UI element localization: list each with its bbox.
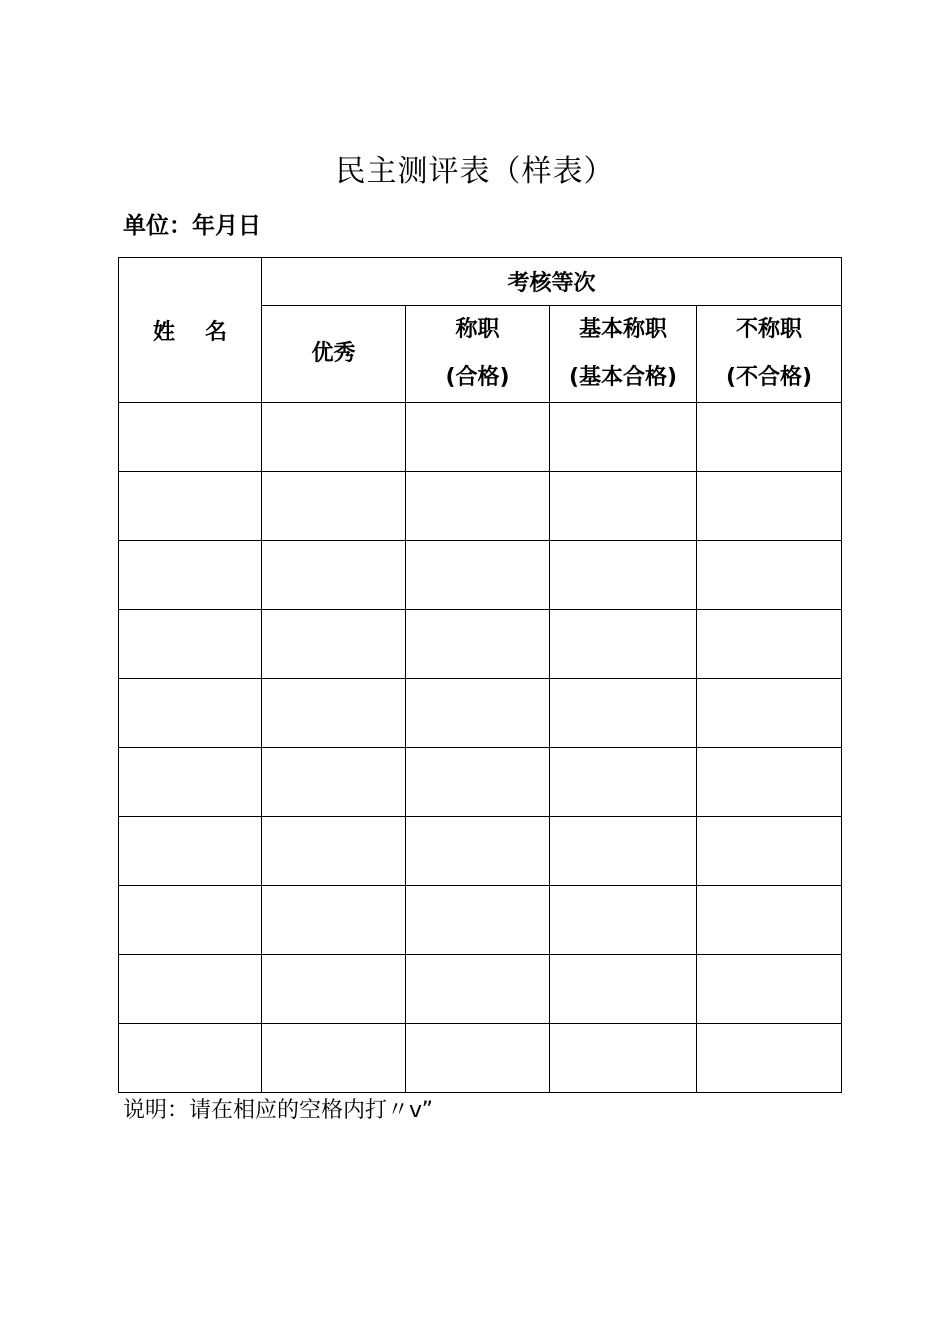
incompetent-cell[interactable]	[697, 817, 842, 886]
incompetent-cell[interactable]	[697, 610, 842, 679]
basically-competent-cell[interactable]	[550, 817, 697, 886]
competent-cell[interactable]	[406, 955, 550, 1024]
table-row	[119, 955, 842, 1024]
basically-competent-cell[interactable]	[550, 403, 697, 472]
name-cell[interactable]	[119, 955, 262, 1024]
column-header-incompetent-line1: 不称职	[736, 317, 803, 342]
column-header-excellent	[262, 306, 406, 403]
excellent-cell[interactable]	[262, 748, 406, 817]
name-cell[interactable]	[119, 748, 262, 817]
excellent-cell[interactable]	[262, 955, 406, 1024]
basically-competent-cell[interactable]	[550, 1024, 697, 1093]
column-header-incompetent-line2: (不合格)	[725, 365, 813, 390]
name-cell[interactable]	[119, 679, 262, 748]
column-header-basically-competent-line1: 基本称职	[578, 317, 667, 342]
incompetent-cell[interactable]	[697, 748, 842, 817]
basically-competent-cell[interactable]	[550, 472, 697, 541]
name-cell[interactable]	[119, 886, 262, 955]
basically-competent-cell[interactable]	[550, 610, 697, 679]
competent-cell[interactable]	[406, 886, 550, 955]
table-row	[119, 748, 842, 817]
table-row	[119, 610, 842, 679]
competent-cell[interactable]	[406, 541, 550, 610]
column-header-competent-line2: (合格)	[445, 365, 510, 390]
column-header-competent-line1: 称职	[455, 317, 500, 342]
column-header-excellent-label: 优秀	[311, 341, 356, 366]
table-row	[119, 886, 842, 955]
competent-cell[interactable]	[406, 817, 550, 886]
instruction-note: 说明：请在相应的空格内打〃v”	[123, 1098, 434, 1123]
name-cell[interactable]	[119, 541, 262, 610]
name-cell[interactable]	[119, 817, 262, 886]
name-cell[interactable]	[119, 610, 262, 679]
table-row	[119, 541, 842, 610]
excellent-cell[interactable]	[262, 472, 406, 541]
incompetent-cell[interactable]	[697, 472, 842, 541]
excellent-cell[interactable]	[262, 610, 406, 679]
excellent-cell[interactable]	[262, 886, 406, 955]
name-header-char-1: 姓	[152, 319, 175, 345]
basically-competent-cell[interactable]	[550, 679, 697, 748]
excellent-cell[interactable]	[262, 403, 406, 472]
name-cell[interactable]	[119, 1024, 262, 1093]
competent-cell[interactable]	[406, 610, 550, 679]
column-header-incompetent	[697, 306, 842, 403]
document-title: 民主测评表（样表）	[335, 154, 615, 189]
competent-cell[interactable]	[406, 472, 550, 541]
table-row	[119, 817, 842, 886]
incompetent-cell[interactable]	[697, 886, 842, 955]
name-cell[interactable]	[119, 472, 262, 541]
incompetent-cell[interactable]	[697, 679, 842, 748]
column-header-basically-competent	[550, 306, 697, 403]
table-row	[119, 403, 842, 472]
column-header-basically-competent-line2: (基本合格)	[568, 365, 678, 390]
table-row	[119, 679, 842, 748]
basically-competent-cell[interactable]	[550, 955, 697, 1024]
incompetent-cell[interactable]	[697, 1024, 842, 1093]
competent-cell[interactable]	[406, 1024, 550, 1093]
incompetent-cell[interactable]	[697, 955, 842, 1024]
competent-cell[interactable]	[406, 403, 550, 472]
name-cell[interactable]	[119, 403, 262, 472]
excellent-cell[interactable]	[262, 679, 406, 748]
incompetent-cell[interactable]	[697, 403, 842, 472]
competent-cell[interactable]	[406, 679, 550, 748]
competent-cell[interactable]	[406, 748, 550, 817]
excellent-cell[interactable]	[262, 541, 406, 610]
table-row	[119, 472, 842, 541]
table-header-row-1	[119, 258, 842, 306]
unit-date-line: 单位：年月日	[123, 213, 261, 239]
column-header-competent	[406, 306, 550, 403]
table-body	[119, 403, 842, 1093]
rating-group-header: 考核等次	[262, 258, 842, 306]
basically-competent-cell[interactable]	[550, 886, 697, 955]
incompetent-cell[interactable]	[697, 541, 842, 610]
excellent-cell[interactable]	[262, 817, 406, 886]
basically-competent-cell[interactable]	[550, 748, 697, 817]
name-header-char-2: 名	[205, 319, 228, 345]
excellent-cell[interactable]	[262, 1024, 406, 1093]
name-column-header	[119, 258, 262, 403]
basically-competent-cell[interactable]	[550, 541, 697, 610]
table-row	[119, 1024, 842, 1093]
evaluation-table	[118, 257, 842, 1093]
